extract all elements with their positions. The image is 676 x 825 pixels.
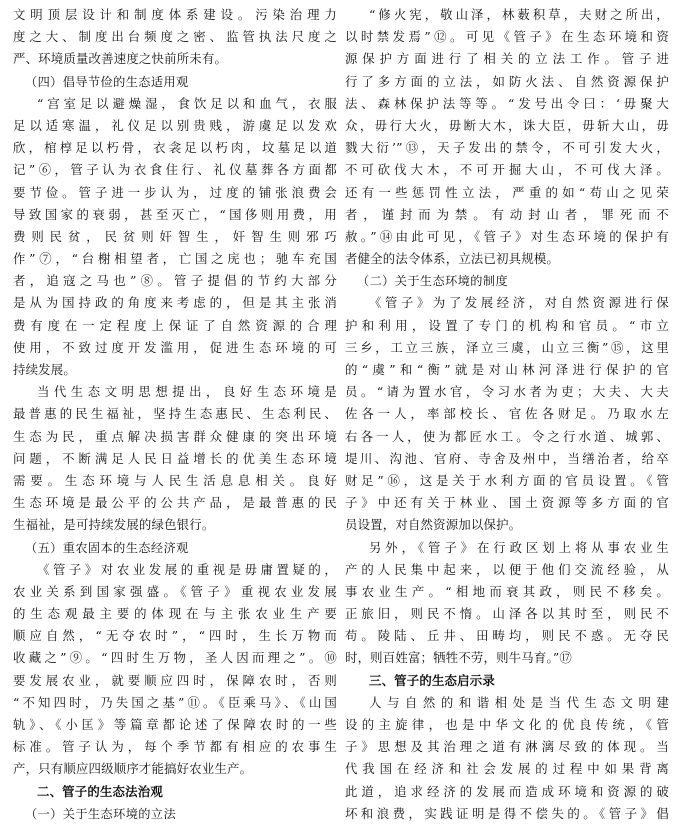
text-line: 以时禁发焉”⑫。可见《管子》在生态环境和资 [345,29,669,45]
text-line: 的生态观最主要的体现在与主张农业生产要 [13,606,337,622]
text-line: 农业关系到国家强盛。《管子》重视农业发展 [13,583,337,599]
section-heading: 三、管子的生态启示录 [369,672,495,688]
paragraph-first-line: 人与自然的和谐相处是当代生态文明建 [369,694,669,710]
text-line: 需要。生态环境与人民生活息息相关。良好 [13,472,337,488]
text-line: 导致国家的衰弱，甚至灭亡，“国侈则用费，用 [13,206,337,222]
text-line: 者，谨封而为禁。有动封山者，罪死而不 [345,206,669,222]
text-line: 生福祉，是可持续发展的绿色银行。 [13,517,215,533]
text-line: 标准。管子认为，每个季节都有相应的农事生 [13,739,337,755]
paragraph-first-line: 当代生态文明思想提出，良好生态环境是 [37,384,337,400]
text-line: 的“虞”和“衡”就是对山林河泽进行保护的官 [345,362,669,377]
paragraph-first-line: 另外，《管子》在行政区划上将从事农业生 [369,539,669,555]
text-line: 顺应自然，“无夺农时”，“四时，生长万物而 [13,628,337,644]
text-line: 行了多方面的立法，如防火法、自然资源保护 [345,73,669,89]
paragraph-first-line: 《管子》为了发展经济，对自然资源进行保 [369,295,669,311]
text-line: 作”⑦，“台榭相望者，亡国之庑也；驰车充国 [13,251,337,267]
text-line: 苟。陵陆、丘井、田畴均，则民不惑。无夺民 [345,628,669,644]
text-line: 记”⑥，管子认为衣食住行、礼仪墓葬各方面都 [13,162,337,178]
text-line: 严、环境质量改善速度之快前所未有。 [13,51,228,67]
text-line: 赦。”⑭由此可见，《管子》对生态环境的保护有 [345,228,669,244]
text-line: 众，毋行大火，毋断大木，诛大臣，毋斩大山，毋 [345,117,669,133]
text-line: 最普惠的民生福祉，坚持生态惠民、生态利民、 [13,406,337,422]
text-line: 欣，棺椁足以朽骨，衣衾足以朽肉，坟墓足以道 [13,140,337,156]
text-line: 是从为国持政的角度来考虑的，但是其主张消 [13,295,337,311]
text-line: 生态环境是最公平的公共产品，是最普惠的民 [13,495,337,511]
text-line: 堤川、沟池、官府、寺舍及州中，当缮治者，给卒 [345,450,669,466]
text-line: 员设置，对自然资源加以保护。 [345,517,522,533]
text-line: 员。“请为置水官，令习水者为吏；大夫、大夫 [345,384,669,400]
text-line: 要发展农业，就要顺应四时，保障农时，否则 [13,672,337,688]
paragraph-first-line: “修火宪，敬山泽，林薮积草，夫财之所出， [369,7,669,22]
text-line: 要节俭。管子进一步认为，过度的铺张浪费会 [13,184,337,200]
text-line: 财足”⑯，这是关于水利方面的官员设置。《管 [345,472,669,488]
text-line: 法、森林保护法等等。“发号出令曰：‘毋聚大 [345,95,669,111]
text-line: 子》思想及其治理之道有淋漓尽致的体现。当 [345,739,669,755]
text-line: 度之大、制度出台频度之密、监管执法尺度之 [13,29,337,45]
text-line: 费则民贫，民贫则奸智生，奸智生则邪巧 [13,228,337,244]
text-line: 事农业生产。“相地而衰其政，则民不移矣。 [345,583,669,599]
text-line: 生态为民，重点解决损害群众健康的突出环境 [13,428,337,444]
paragraph-first-line: 《管子》对农业发展的重视是毋庸置疑的， [37,561,337,577]
text-line: “不知四时，乃失国之基”⑪。《臣乘马》、《山国 [13,694,337,710]
text-line: 正旅旧，则民不惰。山泽各以其时至，则民不 [345,606,669,622]
text-line: 者，追寇之马也”⑧。管子提倡的节约大部分 [13,273,337,289]
text-line: 还有一些惩罚性立法，严重的如“苟山之见荣 [345,184,669,200]
text-line: 坏和浪费，实践证明是得不偿失的。《管子》倡 [345,805,669,821]
text-line: 子》中还有关于林业、国土资源等多方面的官 [345,495,669,511]
text-line: 护和利用，设置了专门的机构和官员。“市立 [345,317,669,333]
text-line: 源保护方面进行了相关的立法工作。管子进 [345,51,669,67]
text-line: 产，只有顺应四级顺序才能搞好农业生产。 [13,761,253,777]
text-line: 设的主旋律，也是中华文化的优良传统，《管 [345,717,669,732]
text-line: 佐各一人，率部校长、官佐各财足。乃取水左 [345,406,669,422]
paragraph-first-line: “宫室足以避燥湿，食饮足以和血气，衣服 [37,95,337,111]
text-line: 持续发展。 [13,362,76,377]
text-line: 戮大衍’”⑬，天子发出的禁令，不可引发大火， [345,140,669,156]
right-text-column [345,4,669,825]
subsection-heading: （一）关于生态环境的立法 [25,806,177,821]
text-line: 此道，追求经济的发展而造成环境和资源的破 [345,783,669,799]
subsection-heading: （五）重农固本的生态经济观 [25,540,189,555]
text-line: 问题，不断满足人民日益增长的优美生态环境 [13,450,337,466]
subsection-heading: （二）关于生态环境的制度 [357,274,509,289]
text-line: 右各一人，使为都匠水工。令之行水道、城郭、 [345,428,669,444]
left-text-column [13,4,337,825]
text-line: 收藏之”⑨。“四时生万物，圣人因而理之”。⑩ [13,650,337,666]
text-line: 足以适寒温，礼仪足以别贵贱，游虞足以发欢 [13,117,337,133]
text-line: 产的人民集中起来，以便于他们交流经验，从 [345,561,669,577]
text-line: 代我国在经济和社会发展的过程中如果背离 [345,761,669,777]
text-line: 使用，不致过度开发滥用，促进生态环境的可 [13,339,337,355]
text-line: 文明顶层设计和制度体系建设。污染治理力 [13,7,337,22]
text-line: 者健全的法令体系，立法已初具规模。 [345,251,560,267]
subsection-heading: （四）倡导节俭的生态适用观 [25,74,189,89]
text-line: 费有度在一定程度上保证了自然资源的合理 [13,317,337,333]
text-line: 不可砍伐大木，不可开掘大山，不可伐大泽。 [345,162,669,178]
section-heading: 二、管子的生态法治观 [37,783,163,799]
text-line: 三乡，工立三族，泽立三虞，山立三衡”⑮，这里 [345,339,669,355]
text-line: 时，则百姓富；牺牲不劳，则牛马育。”⑰ [345,650,572,666]
text-line: 轨》、《小匡》等篇章都论述了保障农时的一些 [13,717,337,732]
